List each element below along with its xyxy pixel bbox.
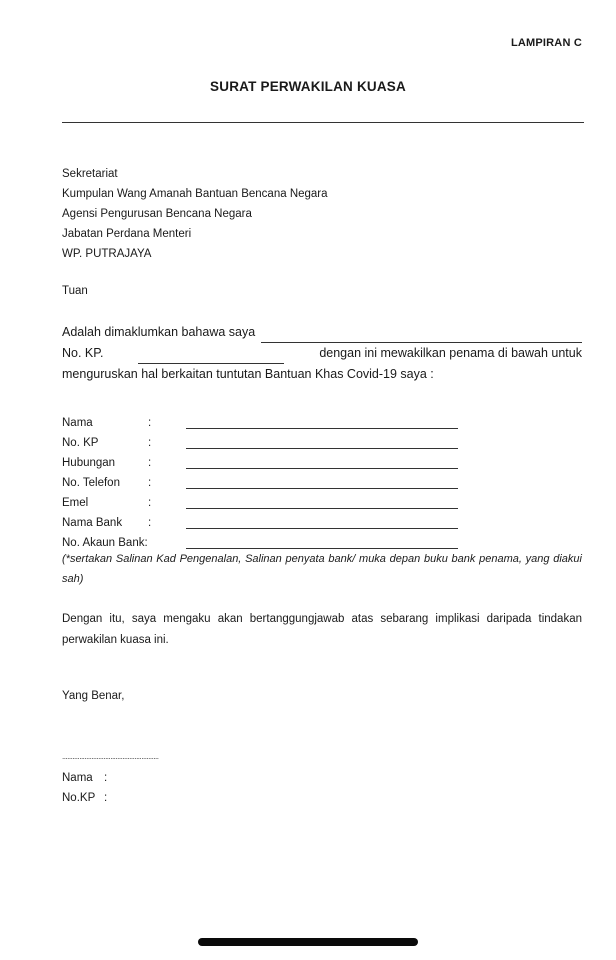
intro-line-3: [62, 364, 582, 385]
field-label: Emel: [62, 497, 89, 509]
field-blank[interactable]: [186, 516, 458, 529]
field-blank[interactable]: [186, 456, 458, 469]
signature-kp-colon: :: [104, 792, 108, 804]
signature-line[interactable]: ........................................................: [62, 752, 159, 761]
field-label: No. Akaun Bank:: [62, 537, 148, 549]
field-blank[interactable]: [186, 476, 458, 489]
field-label: Nama Bank: [62, 517, 123, 529]
recipient-address: [62, 164, 328, 264]
signature-kp: [62, 792, 107, 804]
intro-line-kp: [62, 343, 582, 364]
field-colon: :: [148, 517, 152, 529]
field-nama-bank: [62, 509, 458, 529]
address-line: Jabatan Perdana Menteri: [62, 228, 192, 240]
declaration-paragraph: Dengan itu, saya mengaku akan bertanggungjawab atas sebarang implikasi daripada tindakan perwakilan kuasa ini.: [62, 613, 582, 646]
field-colon: :: [148, 477, 152, 489]
address-line: Kumpulan Wang Amanah Bantuan Bencana Negara: [62, 188, 328, 200]
intro-text-3: menguruskan hal berkaitan tuntutan Bantuan Khas Covid-19 saya :: [62, 367, 434, 381]
field-no-kp: [62, 429, 458, 449]
closing-text: Yang Benar,: [62, 690, 125, 702]
intro-kp-label: No. KP.: [62, 346, 104, 360]
address-line: Sekretariat: [62, 168, 118, 180]
applicant-name-blank[interactable]: [261, 331, 582, 343]
document-title: SURAT PERWAKILAN KUASA: [210, 79, 406, 94]
field-nama: [62, 409, 458, 429]
field-label: Nama: [62, 417, 93, 429]
appendix-label: LAMPIRAN C: [510, 37, 582, 49]
intro-text-1: Adalah dimaklumkan bahawa saya: [62, 325, 256, 339]
signature-kp-label: No.KP: [62, 792, 96, 804]
field-blank[interactable]: [186, 416, 458, 429]
representative-fields: [62, 409, 458, 549]
field-colon: :: [148, 417, 152, 429]
field-blank[interactable]: [186, 536, 458, 549]
home-indicator-bar[interactable]: [198, 938, 418, 946]
field-no-telefon: [62, 469, 458, 489]
signature-nama: [62, 772, 107, 784]
intro-line-name: [62, 322, 582, 343]
signature-nama-label: Nama: [62, 772, 93, 784]
field-blank[interactable]: [186, 496, 458, 509]
salutation: Tuan: [62, 285, 88, 297]
intro-paragraph: [62, 322, 582, 385]
field-label: No. KP: [62, 437, 99, 449]
field-label: No. Telefon: [62, 477, 120, 489]
field-emel: [62, 489, 458, 509]
intro-text-2: dengan ini mewakilkan penama di bawah untuk: [319, 346, 582, 360]
address-line: WP. PUTRAJAYA: [62, 248, 152, 260]
field-blank[interactable]: [186, 436, 458, 449]
attachment-note: (*sertakan Salinan Kad Pengenalan, Salinan penyata bank/ muka depan buku bank penama, yang diakui sah): [62, 553, 582, 585]
field-colon: :: [148, 437, 152, 449]
field-hubungan: [62, 449, 458, 469]
applicant-kp-blank[interactable]: [138, 352, 284, 364]
signature-nama-colon: :: [104, 772, 108, 784]
field-colon: :: [148, 457, 152, 469]
field-colon: :: [148, 497, 152, 509]
field-no-akaun-bank: [62, 529, 458, 549]
title-divider: [62, 122, 584, 123]
address-line: Agensi Pengurusan Bencana Negara: [62, 208, 252, 220]
field-label: Hubungan: [62, 457, 116, 469]
